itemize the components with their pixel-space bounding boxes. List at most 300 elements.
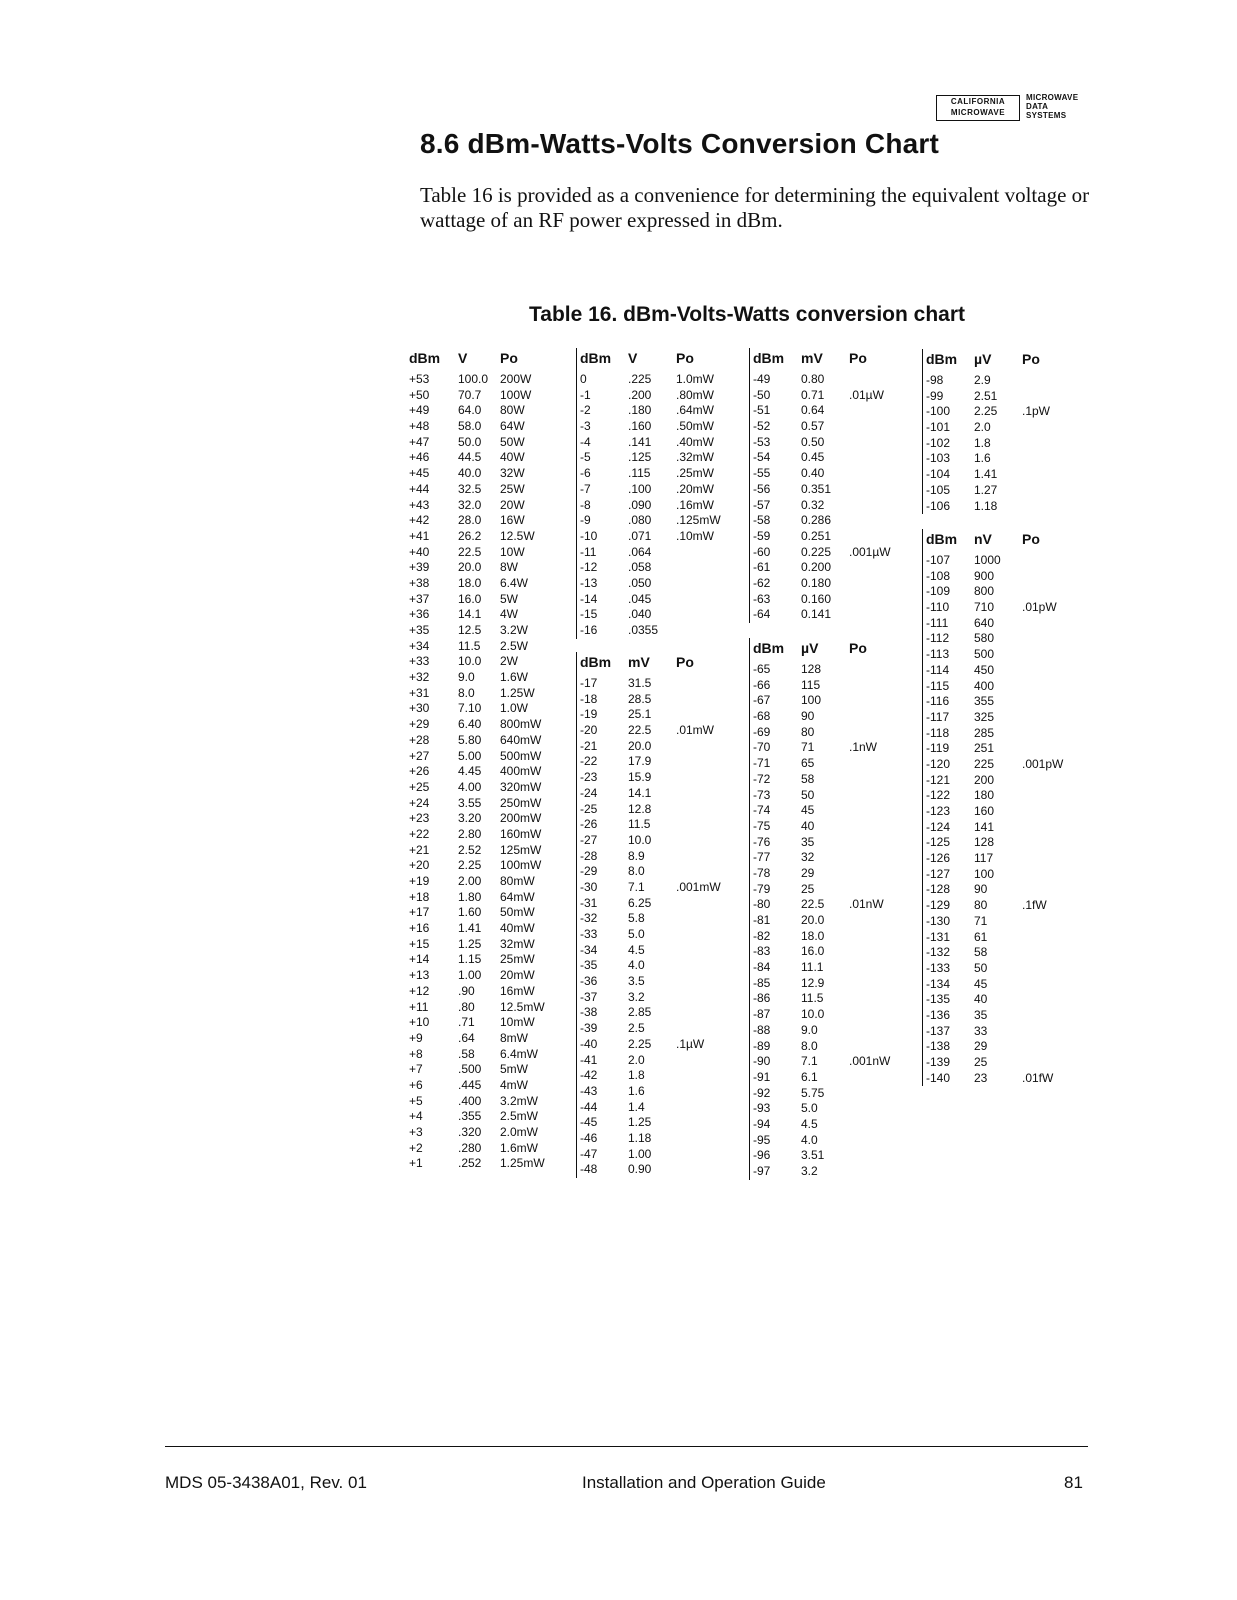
voltage-cell: 3.5 <box>628 974 645 989</box>
column-header: Po <box>676 654 694 670</box>
voltage-cell: 580 <box>974 631 995 646</box>
dbm-cell: -52 <box>753 419 771 434</box>
voltage-cell: 6.40 <box>458 717 482 732</box>
table-row <box>580 1084 721 1100</box>
dbm-cell: -2 <box>580 403 591 418</box>
table-row <box>580 372 721 388</box>
table-row <box>580 498 721 514</box>
voltage-cell: 22.5 <box>801 897 825 912</box>
table-row <box>753 545 891 561</box>
voltage-cell: 1.18 <box>628 1130 652 1145</box>
logo-text-line: MICROWAVE <box>1026 93 1079 102</box>
power-cell: 50W <box>500 434 525 449</box>
power-cell: 640mW <box>500 732 542 747</box>
table-row <box>580 958 721 974</box>
table-row <box>409 623 545 639</box>
power-cell: 1.6mW <box>500 1140 539 1155</box>
table-row <box>580 723 721 739</box>
dbm-cell: +47 <box>409 434 430 449</box>
voltage-cell: .80 <box>458 999 475 1014</box>
table-row <box>926 898 1063 914</box>
table-row <box>409 1109 545 1125</box>
table-row <box>753 913 890 929</box>
power-cell: .125mW <box>676 513 721 528</box>
table-row <box>753 866 890 882</box>
voltage-cell: 10.0 <box>801 1007 825 1022</box>
column-header: V <box>628 350 638 366</box>
power-cell: 3.2W <box>500 623 529 637</box>
table-row <box>409 780 545 796</box>
dbm-cell: -102 <box>926 435 951 450</box>
table-row <box>926 373 1050 389</box>
footer-rule <box>165 1446 1088 1447</box>
dbm-cell: -123 <box>926 804 951 818</box>
column-header: dBm <box>753 640 785 656</box>
dbm-cell: +39 <box>409 560 430 575</box>
voltage-cell: .280 <box>458 1140 482 1155</box>
table-row <box>753 740 890 756</box>
dbm-cell: -10 <box>580 528 598 543</box>
table-row <box>753 403 891 419</box>
table-row <box>409 450 545 466</box>
table-row <box>409 545 545 561</box>
dbm-cell: -3 <box>580 419 591 434</box>
dbm-cell: -111 <box>926 615 949 630</box>
power-cell: 80mW <box>500 874 535 888</box>
dbm-cell: -109 <box>926 584 951 599</box>
voltage-cell: .071 <box>628 528 652 543</box>
dbm-cell: -60 <box>753 544 771 559</box>
table-row <box>753 1101 890 1117</box>
voltage-cell: 1.25 <box>628 1115 652 1130</box>
dbm-cell: -95 <box>753 1132 771 1147</box>
table-row <box>753 1039 890 1055</box>
dbm-cell: -136 <box>926 1007 951 1022</box>
table-row <box>409 529 545 545</box>
dbm-cell: +3 <box>409 1125 423 1139</box>
table-row <box>409 858 545 874</box>
table-row <box>409 388 545 404</box>
dbm-cell: -93 <box>753 1101 771 1116</box>
dbm-cell: -107 <box>926 553 951 567</box>
voltage-cell: 11.1 <box>801 960 824 975</box>
power-cell: 2.5mW <box>500 1109 539 1124</box>
table-row <box>926 600 1063 616</box>
dbm-cell: +37 <box>409 591 430 606</box>
dbm-cell: -31 <box>580 895 598 910</box>
table-row <box>409 592 545 608</box>
voltage-cell: 16.0 <box>801 944 825 959</box>
dbm-cell: -99 <box>926 388 944 403</box>
dbm-cell: -18 <box>580 691 598 706</box>
voltage-cell: 0.50 <box>801 434 825 449</box>
section-title: 8.6 dBm-Watts-Volts Conversion Chart <box>420 128 940 159</box>
table-row <box>409 717 545 733</box>
table-row <box>926 804 1063 820</box>
dbm-cell: -39 <box>580 1021 598 1036</box>
dbm-cell: +10 <box>409 1015 430 1030</box>
table-row <box>580 770 721 786</box>
table-row <box>926 820 1063 836</box>
voltage-cell: 64.0 <box>458 403 482 418</box>
table-row <box>580 692 721 708</box>
table-row <box>409 890 545 906</box>
voltage-cell: 500 <box>974 647 995 662</box>
table-row <box>753 725 890 741</box>
dbm-cell: -33 <box>580 927 598 941</box>
table-header-row <box>580 348 721 372</box>
table-row <box>926 851 1063 867</box>
dbm-cell: -44 <box>580 1099 598 1114</box>
dbm-cell: -36 <box>580 974 598 989</box>
dbm-cell: -69 <box>753 724 771 739</box>
voltage-cell: 0.57 <box>801 419 825 434</box>
table-title: Table 16. dBm-Volts-Watts conversion chart <box>529 303 966 326</box>
dbm-cell: -14 <box>580 591 598 606</box>
dbm-cell: -19 <box>580 707 598 722</box>
table-row <box>753 897 890 913</box>
power-cell: 2W <box>500 654 518 669</box>
power-cell: .01fW <box>1022 1070 1054 1085</box>
table-row <box>753 835 890 851</box>
dbm-cell: -67 <box>753 693 771 708</box>
dbm-cell: -11 <box>580 544 597 559</box>
dbm-cell: -34 <box>580 942 598 957</box>
voltage-cell: 7.10 <box>458 701 482 716</box>
voltage-cell: 3.51 <box>801 1148 825 1163</box>
table-row <box>580 739 721 755</box>
power-cell: 800mW <box>500 717 542 732</box>
voltage-cell: 8.0 <box>458 685 475 700</box>
dbm-cell: -89 <box>753 1038 771 1053</box>
power-cell: 32W <box>500 466 525 481</box>
dbm-cell: +29 <box>409 717 430 732</box>
table-row <box>409 576 545 592</box>
voltage-cell: 50 <box>974 960 988 975</box>
logo-box-line: MICROWAVE <box>950 108 1006 117</box>
dbm-cell: +50 <box>409 387 430 402</box>
dbm-cell: +34 <box>409 638 430 653</box>
voltage-cell: 0.286 <box>801 513 832 528</box>
table-row <box>580 419 721 435</box>
dbm-cell: -108 <box>926 568 951 583</box>
table-row <box>580 403 721 419</box>
table-row <box>409 607 545 623</box>
column-header: dBm <box>926 351 958 367</box>
voltage-cell: 1.4 <box>628 1099 645 1114</box>
dbm-cell: -122 <box>926 788 951 803</box>
table-row <box>580 1068 721 1084</box>
dbm-cell: +18 <box>409 889 430 904</box>
voltage-cell: 3.20 <box>458 811 482 826</box>
power-cell: 100W <box>500 387 532 402</box>
voltage-cell: 61 <box>974 929 988 944</box>
table-row <box>409 952 545 968</box>
voltage-cell: 160 <box>974 804 995 818</box>
table-row <box>409 968 545 984</box>
dbm-cell: -117 <box>926 709 950 724</box>
table-row <box>409 827 545 843</box>
voltage-cell: 4.00 <box>458 779 482 794</box>
table-row <box>580 529 721 545</box>
logo-text-line: SYSTEMS <box>1026 111 1067 120</box>
table-row <box>926 961 1063 977</box>
dbm-cell: -85 <box>753 975 771 990</box>
logo-wordmark <box>1026 93 1106 120</box>
dbm-cell: -139 <box>926 1055 951 1069</box>
table-block <box>749 348 891 623</box>
voltage-cell: 8.9 <box>628 848 645 863</box>
dbm-cell: +8 <box>409 1046 423 1061</box>
voltage-cell: 25.1 <box>628 707 652 722</box>
dbm-cell: -62 <box>753 575 771 590</box>
dbm-cell: +9 <box>409 1030 423 1045</box>
voltage-cell: 45 <box>801 803 815 818</box>
voltage-cell: 80 <box>974 898 988 913</box>
table-row <box>753 498 891 514</box>
dbm-cell: -83 <box>753 944 771 959</box>
voltage-cell: 5.80 <box>458 732 482 747</box>
dbm-cell: -94 <box>753 1116 771 1131</box>
dbm-cell: -6 <box>580 466 591 481</box>
dbm-cell: -91 <box>753 1069 771 1084</box>
table-header-row <box>409 348 545 372</box>
table-row <box>753 1086 890 1102</box>
voltage-cell: 25 <box>801 881 815 896</box>
dbm-cell: +16 <box>409 921 430 936</box>
dbm-cell: -124 <box>926 819 951 834</box>
voltage-cell: 0.225 <box>801 544 832 559</box>
table-row <box>580 1037 721 1053</box>
table-row <box>753 388 891 404</box>
table-row <box>753 1070 890 1086</box>
table-row <box>753 756 890 772</box>
table-row <box>926 647 1063 663</box>
voltage-cell: .058 <box>628 560 652 575</box>
voltage-cell: 141 <box>974 819 995 834</box>
voltage-cell: 1000 <box>974 553 1001 567</box>
voltage-cell: 71 <box>801 740 815 755</box>
table-row <box>409 466 545 482</box>
power-cell: 8W <box>500 560 518 575</box>
dbm-cell: -45 <box>580 1115 598 1130</box>
voltage-cell: 3.2 <box>628 989 645 1004</box>
dbm-cell: +5 <box>409 1093 423 1108</box>
dbm-cell: -41 <box>580 1052 598 1067</box>
power-cell: 1.0W <box>500 701 529 716</box>
table-row <box>926 663 1063 679</box>
table-row <box>926 631 1063 647</box>
table-row <box>580 754 721 770</box>
voltage-cell: 40.0 <box>458 466 482 481</box>
table-row <box>580 1115 721 1131</box>
table-row <box>580 943 721 959</box>
voltage-cell: 44.5 <box>458 450 482 465</box>
voltage-cell: 29 <box>974 1039 988 1054</box>
dbm-cell: +27 <box>409 748 430 763</box>
dbm-cell: -50 <box>753 387 771 402</box>
voltage-cell: .040 <box>628 607 652 622</box>
power-cell: .1nW <box>849 740 878 755</box>
dbm-cell: +17 <box>409 905 430 920</box>
voltage-cell: 90 <box>801 709 815 724</box>
dbm-cell: -23 <box>580 770 598 785</box>
voltage-cell: 2.85 <box>628 1005 652 1020</box>
voltage-cell: 58 <box>974 945 988 960</box>
power-cell: 4W <box>500 607 518 622</box>
dbm-cell: +46 <box>409 450 430 465</box>
table-row <box>580 707 721 723</box>
voltage-cell: .080 <box>628 513 652 528</box>
table-row <box>753 1133 890 1149</box>
dbm-cell: -64 <box>753 607 771 622</box>
dbm-cell: -105 <box>926 482 951 497</box>
table-row <box>926 569 1063 585</box>
table-row <box>926 710 1063 726</box>
table-row <box>753 1023 890 1039</box>
dbm-cell: +41 <box>409 528 430 543</box>
voltage-cell: 65 <box>801 756 815 771</box>
voltage-cell: .225 <box>628 372 652 386</box>
power-cell: .16mW <box>676 497 715 512</box>
table-row <box>926 553 1063 569</box>
power-cell: 4mW <box>500 1077 528 1092</box>
voltage-cell: 1.00 <box>458 968 482 983</box>
dbm-cell: +15 <box>409 936 430 951</box>
power-cell: 12.5mW <box>500 999 545 1014</box>
voltage-cell: 0.71 <box>801 387 825 402</box>
dbm-cell: -68 <box>753 709 771 724</box>
table-row <box>409 513 545 529</box>
voltage-cell: 1.25 <box>458 936 482 951</box>
power-cell: .01µW <box>849 387 884 402</box>
voltage-cell: 5.75 <box>801 1085 825 1100</box>
voltage-cell: 10.0 <box>628 832 652 847</box>
column-header: dBm <box>753 350 785 366</box>
page-number: 81 <box>1064 1473 1083 1492</box>
dbm-cell: -51 <box>753 403 771 418</box>
voltage-cell: 32 <box>801 850 815 865</box>
dbm-cell: -13 <box>580 575 598 590</box>
table-row <box>926 616 1063 632</box>
column-header: Po <box>1022 531 1040 547</box>
table-row <box>926 882 1063 898</box>
power-cell: 6.4W <box>500 575 529 590</box>
dbm-cell: -76 <box>753 834 771 849</box>
column-header: V <box>458 350 468 366</box>
table-row <box>753 513 891 529</box>
table-row <box>753 662 890 678</box>
table-row <box>580 786 721 802</box>
voltage-cell: 400 <box>974 678 995 693</box>
dbm-cell: -16 <box>580 623 598 637</box>
voltage-cell: 251 <box>974 741 995 756</box>
voltage-cell: .71 <box>458 1015 475 1030</box>
voltage-cell: .180 <box>628 403 652 418</box>
dbm-cell: +43 <box>409 497 430 512</box>
dbm-cell: -121 <box>926 772 951 787</box>
table-row <box>926 757 1063 773</box>
dbm-cell: +48 <box>409 419 430 434</box>
voltage-cell: 29 <box>801 865 815 880</box>
power-cell: 1.6W <box>500 670 529 685</box>
table-row <box>753 678 890 694</box>
power-cell: .64mW <box>676 403 715 418</box>
voltage-cell: 1.15 <box>458 952 482 967</box>
dbm-cell: -37 <box>580 989 598 1004</box>
voltage-cell: 0.160 <box>801 591 832 606</box>
voltage-cell: 1.6 <box>628 1083 645 1098</box>
voltage-cell: 100 <box>974 866 995 881</box>
table-row <box>926 499 1050 515</box>
table-row <box>753 991 890 1007</box>
voltage-cell: 640 <box>974 615 995 630</box>
dbm-cell: +45 <box>409 466 430 481</box>
dbm-cell: -92 <box>753 1085 771 1100</box>
dbm-cell: +31 <box>409 685 430 700</box>
dbm-cell: -28 <box>580 848 598 863</box>
power-cell: 160mW <box>500 826 542 841</box>
dbm-cell: -24 <box>580 785 598 800</box>
dbm-cell: +35 <box>409 623 430 637</box>
dbm-cell: -71 <box>753 756 771 771</box>
table-header-row <box>753 638 890 662</box>
dbm-cell: +12 <box>409 983 430 998</box>
dbm-cell: -104 <box>926 467 951 482</box>
voltage-cell: 900 <box>974 568 995 583</box>
dbm-cell: +23 <box>409 811 430 826</box>
table-block <box>749 638 890 1180</box>
voltage-cell: 1.80 <box>458 889 482 904</box>
table-row <box>753 944 890 960</box>
table-row <box>926 389 1050 405</box>
table-row <box>753 850 890 866</box>
power-cell: .20mW <box>676 481 715 496</box>
table-row <box>926 741 1063 757</box>
dbm-cell: -58 <box>753 513 771 528</box>
power-cell: .1pW <box>1022 404 1051 419</box>
dbm-cell: -57 <box>753 497 771 512</box>
dbm-cell: -72 <box>753 771 771 786</box>
power-cell: 12.5W <box>500 528 535 543</box>
power-cell: 400mW <box>500 764 542 779</box>
dbm-cell: -84 <box>753 960 771 975</box>
voltage-cell: 1.8 <box>974 435 991 450</box>
dbm-cell: -4 <box>580 434 591 449</box>
dbm-cell: +32 <box>409 670 430 685</box>
table-row <box>580 466 721 482</box>
table-row <box>409 686 545 702</box>
power-cell: 250mW <box>500 795 542 810</box>
table-row <box>753 560 891 576</box>
voltage-cell: .400 <box>458 1093 482 1108</box>
dbm-cell: +2 <box>409 1140 423 1155</box>
dbm-cell: -81 <box>753 913 771 927</box>
table-row <box>409 764 545 780</box>
table-row <box>753 576 891 592</box>
voltage-cell: 14.1 <box>458 607 482 622</box>
dbm-cell: -66 <box>753 677 771 692</box>
dbm-cell: -114 <box>926 662 950 677</box>
dbm-cell: -106 <box>926 498 951 513</box>
voltage-cell: 4.0 <box>801 1132 818 1147</box>
table-row <box>409 372 545 388</box>
table-row <box>753 693 890 709</box>
dbm-cell: -30 <box>580 879 598 894</box>
power-cell: 25mW <box>500 952 535 967</box>
table-row <box>753 1164 890 1180</box>
dbm-cell: -49 <box>753 372 771 386</box>
